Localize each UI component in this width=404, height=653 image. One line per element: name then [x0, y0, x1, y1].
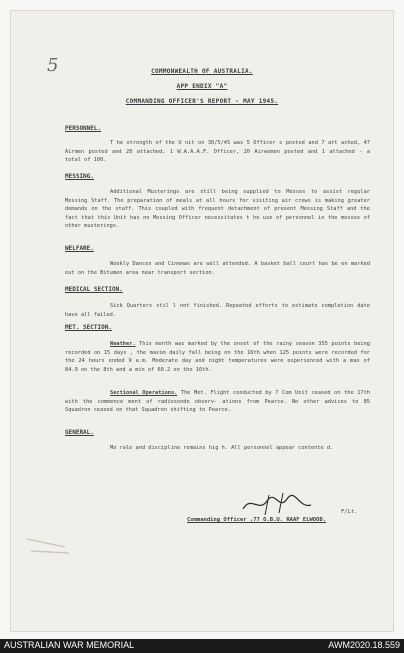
subheading-sectional-operations: Sectional Operations.: [110, 390, 178, 396]
section-title-general: GENERAL.: [65, 429, 94, 436]
section-text-messing: Additional Musterings are still being supplied to Messes to assist regular Messing Staff. The preparation of meals at all hours for visiting air crews is making greater demands on the staff. This coupled with frequent detachment of present Messing Staff and the fact that this Unit has no Messing Officer necessitates t he use of personnel in the messes of other musterings.: [65, 189, 370, 229]
document-page: [11, 11, 393, 631]
section-title-welfare: WELFARE.: [65, 245, 94, 252]
header-country: COMMONWEALTH OF AUSTRALIA.: [151, 68, 253, 75]
handwritten-signature: [239, 491, 319, 517]
section-title-medical: MEDICAL SECTION.: [65, 286, 123, 293]
section-text-general: Mo rale and discipline remains hig h. All personnel appear contente d.: [110, 445, 334, 451]
section-title-messing: MESSING.: [65, 173, 94, 180]
section-title-met: MET. SECTION.: [65, 324, 112, 331]
archive-footer: [0, 639, 404, 653]
footer-institution: AUSTRALIAN WAR MEMORIAL: [4, 640, 135, 650]
handwritten-page-number: 5: [47, 55, 59, 76]
header-appendix: APP ENDIX "A": [176, 83, 228, 90]
footer-accession-number: AWM2020.18.559: [328, 640, 400, 650]
header-report-title: COMMANDING OFFICER'S REPORT - MAY 1945.: [125, 98, 279, 105]
subheading-weather: Weather.: [110, 341, 136, 347]
section-text-personnel: T he strength of the U nit on 30/5/45 was 5 Officer s posted and 7 att ached, 47 Airmen posted and 20 attached, 1 W.A.A.A.F. Officer, 20 Airwomen posted and 1 attached - a total of 100.: [65, 140, 370, 163]
paper-fold-mark: [25, 531, 71, 559]
signature-title: Commanding Officer ,77 O.B.U. RAAF ELWOOD.: [187, 517, 327, 523]
section-text-welfare: Weekly Dances and Cinemas are well attended. A basket ball court has be en marked out on the Bitumen area near transport section.: [65, 261, 370, 276]
section-text-met-sectional: Sectional Operations. The Met. Flight conducted by 7 Com Unit ceased on the 17th with the commence ment of radiosonde observ- ations from Pearce. No other advices to 85 Squadron ceased on that Squadron shifting to Pearce.: [65, 390, 370, 413]
section-text-medical: Sick Quarters stil l not finished. Repeated efforts to estimate completion date have all failed.: [65, 303, 370, 318]
section-title-personnel: PERSONNEL.: [65, 125, 102, 132]
signature-rank: F/Lt.: [341, 509, 358, 515]
section-text-met-weather: Weather. This month was marked by the onset of the rainy season 355 points being recorded on 15 days , the maxim daily fall being on the 16th when 125 points were recorded for the 24 hours ended 9 a.m. Moderate day and night temperatures were experienced with a max of 84.9 on the 8th and a min of 60.2 on the 16th.: [65, 341, 370, 373]
